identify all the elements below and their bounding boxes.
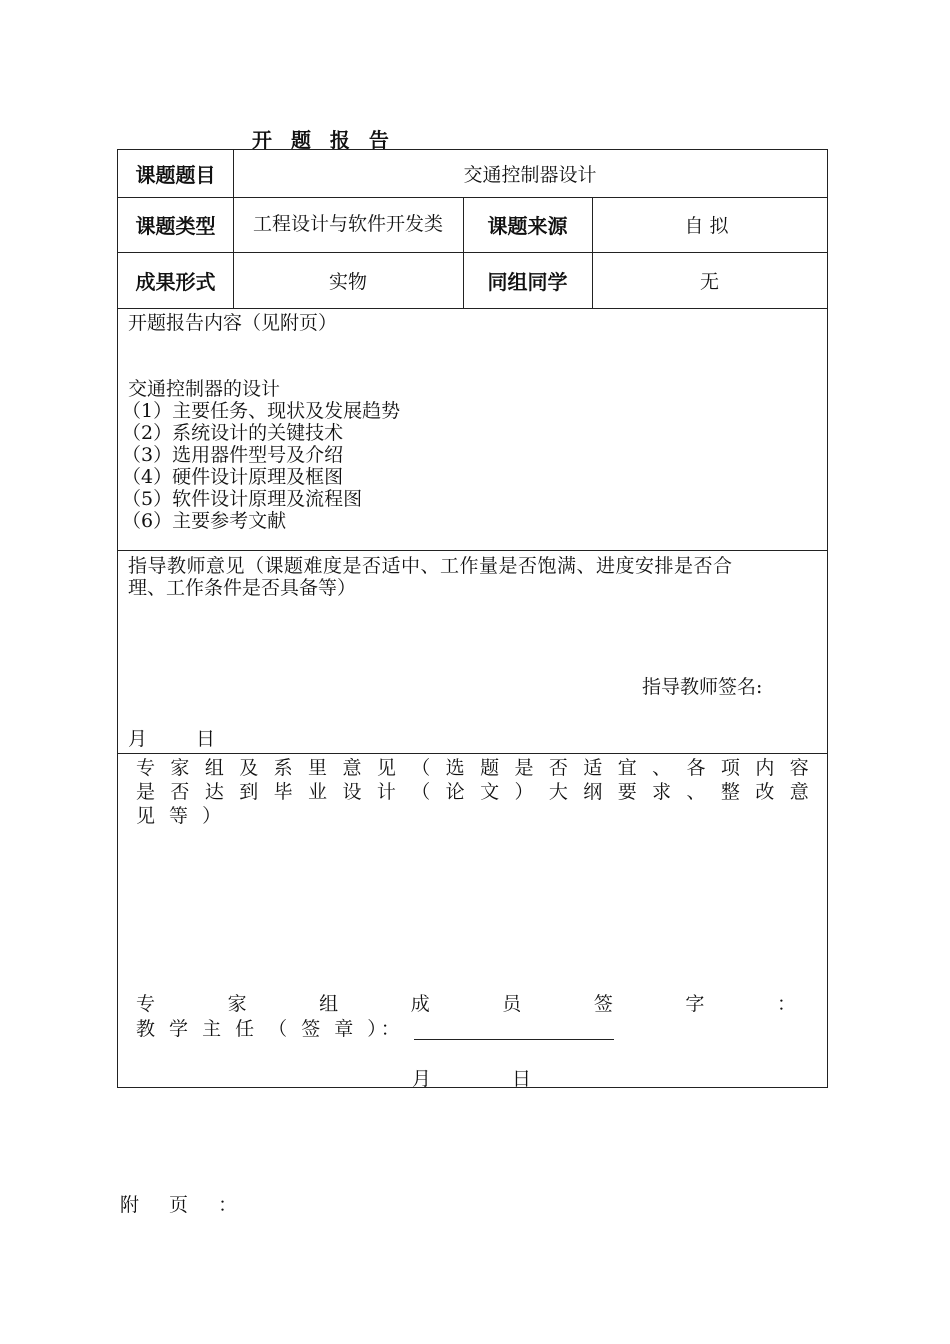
advisor-prompt-line1: 指导教师意见（课题难度是否适中、工作量是否饱满、进度安排是否合 bbox=[128, 555, 733, 577]
topic-value: 交通控制器设计 bbox=[463, 164, 597, 186]
expert-day-label: 日 bbox=[512, 1068, 532, 1090]
appendix-label: 附 页 ： bbox=[120, 1194, 250, 1216]
expert-prompt-line2: 是 否 达 到 毕 业 设 计 （ 论 文 ） 大 纲 要 求 、 整 改 意 bbox=[136, 781, 809, 803]
list-item: （2）系统设计的关键技术 bbox=[122, 422, 344, 444]
type-value: 工程设计与软件开发类 bbox=[252, 213, 443, 235]
list-item: （6）主要参考文献 bbox=[122, 510, 287, 532]
topic-label: 课题题目 bbox=[135, 163, 216, 187]
form-label: 成果形式 bbox=[135, 269, 216, 294]
row-divider bbox=[118, 308, 827, 309]
advisor-prompt-line2: 理、工作条件是否具备等） bbox=[128, 577, 357, 599]
list-item: （1）主要任务、现状及发展趋势 bbox=[122, 400, 401, 422]
page-title: 开 题 报 告 bbox=[252, 128, 395, 152]
type-label: 课题类型 bbox=[135, 214, 216, 238]
report-subtitle: 交通控制器的设计 bbox=[128, 378, 281, 400]
group-value: 无 bbox=[699, 270, 719, 293]
expert-prompt-line1: 专 家 组 及 系 里 意 见 （ 选 题 是 否 适 宜 、 各 项 内 容 bbox=[136, 757, 809, 779]
expert-prompt-line3: 见 等 ） bbox=[136, 805, 226, 827]
expert-members-signature: 专 家 组 成 员 签 字 ： bbox=[136, 993, 796, 1015]
advisor-signature-label: 指导教师签名: bbox=[642, 676, 763, 698]
expert-month-label: 月 bbox=[412, 1068, 432, 1090]
list-item: （5）软件设计原理及流程图 bbox=[122, 488, 363, 510]
director-signature-label: 教 学 主 任 （ 签 章 ）： bbox=[136, 1018, 614, 1040]
advisor-day-label: 日 bbox=[196, 728, 216, 750]
form-value: 实物 bbox=[328, 270, 367, 293]
director-signature-line bbox=[414, 1021, 614, 1040]
report-heading: 开题报告内容（见附页） bbox=[128, 312, 338, 334]
group-label: 同组同学 bbox=[487, 269, 568, 294]
source-label: 课题来源 bbox=[487, 214, 568, 238]
row-divider bbox=[118, 550, 827, 551]
list-item: （3）选用器件型号及介绍 bbox=[122, 444, 344, 466]
list-item: （4）硬件设计原理及框图 bbox=[122, 466, 344, 488]
source-value: 自拟 bbox=[684, 215, 735, 237]
proposal-form bbox=[117, 149, 828, 1088]
advisor-month-label: 月 bbox=[128, 728, 148, 750]
row-divider bbox=[118, 753, 827, 754]
